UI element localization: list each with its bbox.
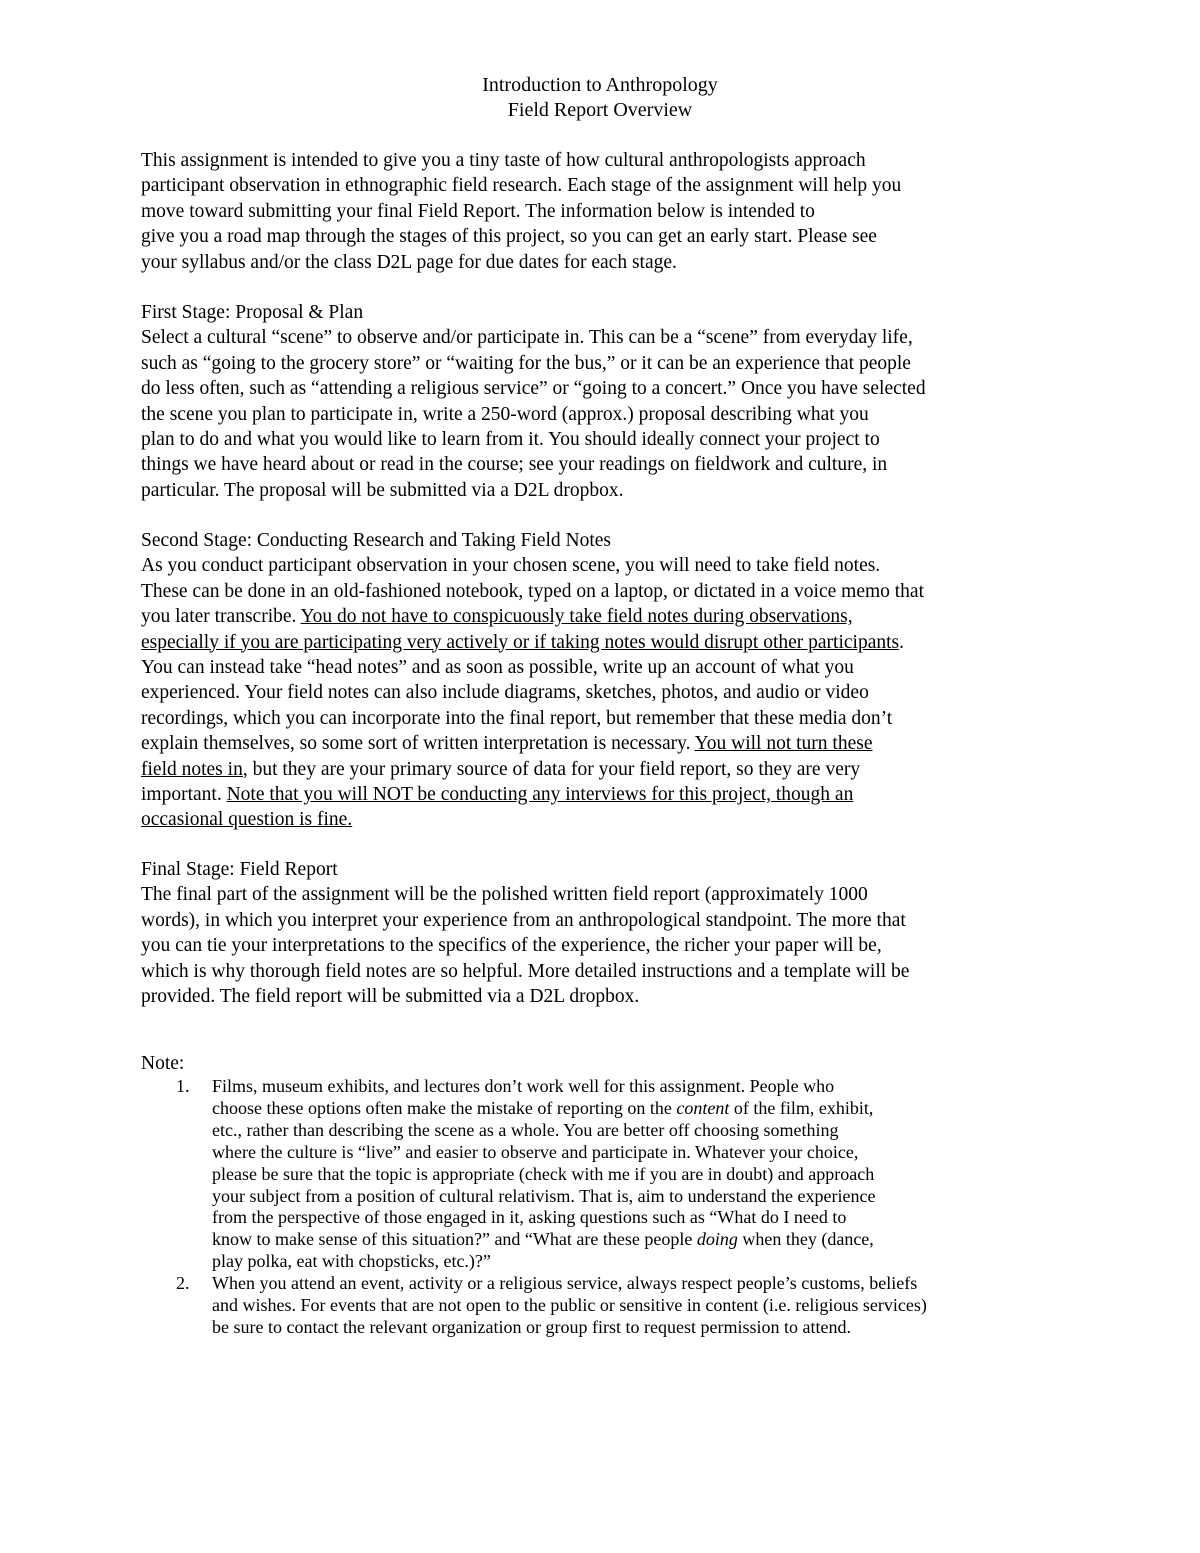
notes-section: [141, 1051, 1081, 1339]
note-text: know to make sense of this situation?” and “What are these people: [212, 1229, 697, 1250]
first-stage-line: Select a cultural “scene” to observe and/or participate in. This can be a “scene” from everyday life,: [141, 327, 913, 349]
second-stage-line: [141, 731, 1081, 756]
first-stage-line: plan to do and what you would like to learn from it. You should ideally connect your project to: [141, 429, 880, 451]
note-line: Films, museum exhibits, and lectures don’t work well for this assignment. People who: [212, 1076, 835, 1096]
first-stage-line: such as “going to the grocery store” or “waiting for the bus,” or it can be an experience that people: [141, 352, 911, 374]
final-stage-line: words), in which you interpret your experience from an anthropological standpoint. The more that: [141, 909, 906, 931]
second-stage-line: [141, 807, 1081, 832]
second-stage-line: recordings, which you can incorporate into the final report, but remember that these media don’t: [141, 707, 893, 729]
second-stage-line: [141, 604, 1081, 629]
second-stage-line: [141, 757, 1081, 782]
underlined-text: You will not turn these: [694, 733, 873, 755]
second-stage-line: [141, 630, 1081, 655]
intro-paragraph: [141, 148, 1081, 275]
note-line: [212, 1098, 1081, 1120]
underlined-text: especially if you are participating very actively or if taking notes would disrupt other participants: [141, 631, 900, 653]
second-stage-line: These can be done in an old-fashioned notebook, typed on a laptop, or dictated in a voice memo that: [141, 580, 925, 602]
intro-line: your syllabus and/or the class D2L page for due dates for each stage.: [141, 251, 677, 273]
note-line: play polka, eat with chopsticks, etc.)?”: [212, 1251, 491, 1272]
final-stage-line: The final part of the assignment will be the polished written field report (approximately 1000: [141, 884, 868, 906]
first-stage-line: the scene you plan to participate in, write a 250-word (approx.) proposal describing what you: [141, 403, 869, 425]
note-text: choose these options often make the mistake of reporting on the: [212, 1097, 677, 1118]
final-stage-section: [141, 857, 1081, 1009]
note-item: [141, 1273, 1081, 1339]
underlined-text: Note that you will NOT be conducting any interviews for this project, though an: [226, 784, 854, 806]
note-line: and wishes. For events that are not open to the public or sensitive in content (i.e. religious services): [212, 1295, 927, 1316]
note-line: from the perspective of those engaged in it, asking questions such as “What do I need to: [212, 1207, 847, 1228]
second-stage-text: , but they are your primary source of data for your field report, so they are very: [242, 758, 861, 780]
note-line: When you attend an event, activity or a religious service, always respect people’s customs, beliefs: [212, 1273, 918, 1294]
final-stage-line: which is why thorough field notes are so helpful. More detailed instructions and a template will be: [141, 960, 910, 982]
second-stage-line: As you conduct participant observation in your chosen scene, you will need to take field notes.: [141, 555, 881, 577]
note-text: of the film, exhibit,: [729, 1097, 874, 1118]
second-stage-heading: Second Stage: Conducting Research and Taking Field Notes: [141, 530, 611, 551]
note-text: when they (dance,: [737, 1229, 874, 1250]
underlined-text: occasional question is fine.: [141, 809, 353, 831]
note-line: be sure to contact the relevant organization or group first to request permission to attend.: [212, 1316, 851, 1337]
second-stage-text: important.: [141, 784, 227, 806]
note-item: [141, 1076, 1081, 1273]
second-stage-text: .: [899, 631, 904, 653]
final-stage-heading: Final Stage: Field Report: [141, 859, 338, 880]
second-stage-line: [141, 782, 1081, 807]
first-stage-line: things we have heard about or read in the course; see your readings on fieldwork and culture, in: [141, 454, 888, 476]
second-stage-text: you later transcribe.: [141, 606, 301, 628]
final-stage-line: you can tie your interpretations to the specifics of the experience, the richer your paper will be,: [141, 935, 882, 957]
first-stage-line: do less often, such as “attending a religious service” or “going to a concert.” Once you have selected: [141, 378, 926, 400]
intro-line: give you a road map through the stages of this project, so you can get an early start. Please see: [141, 226, 877, 248]
note-number: 2.: [176, 1273, 190, 1294]
document-header: [0, 73, 1200, 123]
first-stage-line: particular. The proposal will be submitted via a D2L dropbox.: [141, 479, 624, 501]
first-stage-section: [141, 300, 1081, 503]
note-line: your subject from a position of cultural relativism. That is, aim to understand the experience: [212, 1185, 876, 1206]
intro-line: participant observation in ethnographic field research. Each stage of the assignment will help you: [141, 175, 902, 197]
note-line: where the culture is “live” and easier to observe and participate in. Whatever your choice,: [212, 1141, 859, 1162]
emphasized-text: doing: [696, 1229, 738, 1250]
note-number: 1.: [176, 1076, 190, 1096]
note-line: please be sure that the topic is appropriate (check with me if you are in doubt) and approach: [212, 1163, 875, 1184]
note-line: [212, 1229, 1081, 1251]
underlined-text: field notes in: [141, 758, 243, 780]
underlined-text: You do not have to conspicuously take field notes during observations,: [300, 606, 853, 628]
second-stage-text: explain themselves, so some sort of written interpretation is necessary.: [141, 733, 695, 755]
final-stage-line: provided. The field report will be submitted via a D2L dropbox.: [141, 986, 640, 1008]
course-title: Introduction to Anthropology: [482, 74, 718, 96]
second-stage-line: You can instead take “head notes” and as soon as possible, write up an account of what you: [141, 657, 854, 679]
emphasized-text: content: [676, 1097, 730, 1118]
notes-label: Note:: [141, 1053, 185, 1074]
second-stage-line: experienced. Your field notes can also include diagrams, sketches, photos, and audio or video: [141, 682, 869, 704]
document-title: Field Report Overview: [507, 99, 693, 121]
intro-line: move toward submitting your final Field Report. The information below is intended to: [141, 200, 815, 222]
note-line: etc., rather than describing the scene as a whole. You are better off choosing something: [212, 1119, 839, 1140]
first-stage-heading: First Stage: Proposal & Plan: [141, 302, 364, 323]
second-stage-section: [141, 528, 1081, 833]
intro-line: This assignment is intended to give you a tiny taste of how cultural anthropologists approach: [141, 150, 866, 171]
